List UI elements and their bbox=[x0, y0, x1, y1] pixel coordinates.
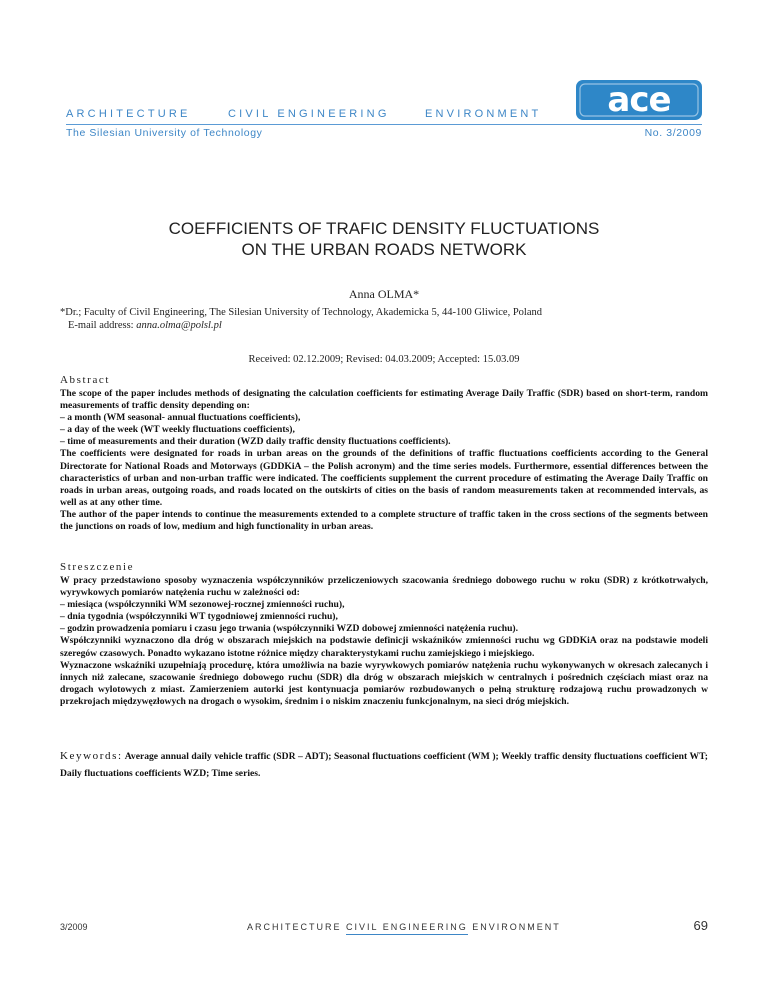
abstract-line: – a month (WM seasonal- annual fluctuations coefficients), bbox=[60, 412, 301, 424]
keywords bbox=[60, 748, 708, 782]
paper-title bbox=[60, 218, 708, 260]
footer-civil-engineering: CIVIL ENGINEERING bbox=[346, 922, 468, 935]
section-environment: ENVIRONMENT bbox=[425, 108, 542, 120]
title-line-1: COEFFICIENTS OF TRAFIC DENSITY FLUCTUATIONS bbox=[168, 219, 600, 238]
affiliation-line: *Dr.; Faculty of Civil Engineering, The Silesian University of Technology, Akademicka 5, 44-100 Gliwice, Poland bbox=[60, 307, 542, 318]
author-name: Anna OLMA* bbox=[348, 287, 420, 301]
section-architecture: ARCHITECTURE bbox=[66, 108, 191, 120]
university-name: The Silesian University of Technology bbox=[66, 127, 263, 139]
abstract-label: Abstract bbox=[60, 374, 111, 386]
keywords-text: Average annual daily vehicle traffic (SDR – ADT); Seasonal fluctuations coefficient (WM ); Weekly traffic density fluctuations coefficient WT; Daily fluctuations coefficients WZD; Time series. bbox=[60, 751, 708, 779]
ace-logo bbox=[576, 80, 702, 120]
streszczenie-line: – dnia tygodnia (współczynniki WT tygodniowej zmienności ruchu), bbox=[60, 611, 338, 623]
issue-number: No. 3/2009 bbox=[644, 127, 702, 139]
footer-environment: ENVIRONMENT bbox=[472, 922, 561, 932]
streszczenie-line: – miesiąca (współczynniki WM sezonowej-rocznej zmienności ruchu), bbox=[60, 599, 345, 611]
streszczenie-body bbox=[60, 575, 708, 708]
email-label: E-mail address: bbox=[68, 320, 137, 331]
abstract-line: The coefficients were designated for roads in urban areas on the grounds of the definitions of traffic fluctuations coefficients according to the General Directorate for National Roads and Motorways (GDDKiA – the Polish acronym) and the time series models. Furthermore, essential differences between the characteristics of urban and non-urban traffic were indicated. The coefficients supplement the current procedure of estimating the Average Daily Traffic on roads in urban areas, outgoing roads, and roads located on the outskirts of cities on the basis of random measurements taken at recommended intervals, as well as at any other time. bbox=[60, 448, 708, 508]
abstract-line: The author of the paper intends to continue the measurements extended to a complete structure of traffic taken in the cross sections of the segments between the junctions on roads of low, medium and high functionality in urban areas. bbox=[60, 508, 708, 533]
streszczenie-line: – godzin prowadzenia pomiaru i czasu jego trwania (współczynniki WZD dobowej zmienności natężenia ruchu). bbox=[60, 623, 519, 635]
keywords-label: Keywords: bbox=[60, 750, 123, 762]
footer-journal bbox=[247, 922, 561, 932]
abstract-body bbox=[60, 388, 708, 533]
streszczenie-line: Wyznaczone wskaźniki uzupełniają procedurę, która umożliwia na bazie wyrywkowych pomiarów natężenia ruchu wykonywanych w okresach zalecanych i innych niż zalecane, szacowanie średniego dobowego ruchu (SDR) dla dróg w obszarach miejskich w centralnych i pośrednich częściach miast oraz na drogach wylotowych z miast. Zamierzeniem autorki jest kontynuacja pomiarów rozbudowanych o pełną strukturę rodzajową ruchu prowadzonych w przekrojach międzywęzłowych na drogach o wysokim, średnim i o niskim znaczeniu funkcjonalnym, na sieci dróg miejskich. bbox=[60, 659, 708, 707]
abstract-line: – time of measurements and their duration (WZD daily traffic density fluctuations coefficients). bbox=[60, 436, 451, 448]
footer-issue: 3/2009 bbox=[60, 922, 88, 932]
abstract-line: The scope of the paper includes methods of designating the calculation coefficients for estimating Average Daily Traffic (SDR) based on short-term, random measurements of traffic density depending on: bbox=[60, 388, 708, 412]
section-civil-engineering: CIVIL ENGINEERING bbox=[228, 108, 390, 120]
email-address: anna.olma@polsl.pl bbox=[136, 320, 222, 331]
header-rule bbox=[66, 124, 702, 125]
title-line-2: ON THE URBAN ROADS NETWORK bbox=[241, 240, 527, 259]
streszczenie-line: Współczynniki wyznaczono dla dróg w obszarach miejskich na podstawie definicji wskaźników zmienności ruchu wg GDDKiA oraz na podstawie modeli szeregów czasowych. Ponadto wykazano istotne różnice między charakterystykami ruchu zamiejskiego i miejskiego. bbox=[60, 635, 708, 659]
abstract-line: – a day of the week (WT weekly fluctuations coefficients), bbox=[60, 424, 295, 436]
logo-text: ace bbox=[607, 80, 671, 120]
received-dates: Received: 02.12.2009; Revised: 04.03.2009; Accepted: 15.03.09 bbox=[248, 354, 520, 365]
page-number: 69 bbox=[693, 918, 708, 933]
streszczenie-label: Streszczenie bbox=[60, 561, 135, 573]
footer-architecture: ARCHITECTURE bbox=[247, 922, 342, 932]
email-line bbox=[60, 319, 710, 332]
streszczenie-line: W pracy przedstawiono sposoby wyznaczenia współczynników przeliczeniowych szacowania średniego dobowego ruchu w roku (SDR) z krótkotrwałych, wyrywkowych pomiarów natężenia ruchu w zależności od: bbox=[60, 575, 708, 599]
affiliation bbox=[60, 306, 710, 332]
